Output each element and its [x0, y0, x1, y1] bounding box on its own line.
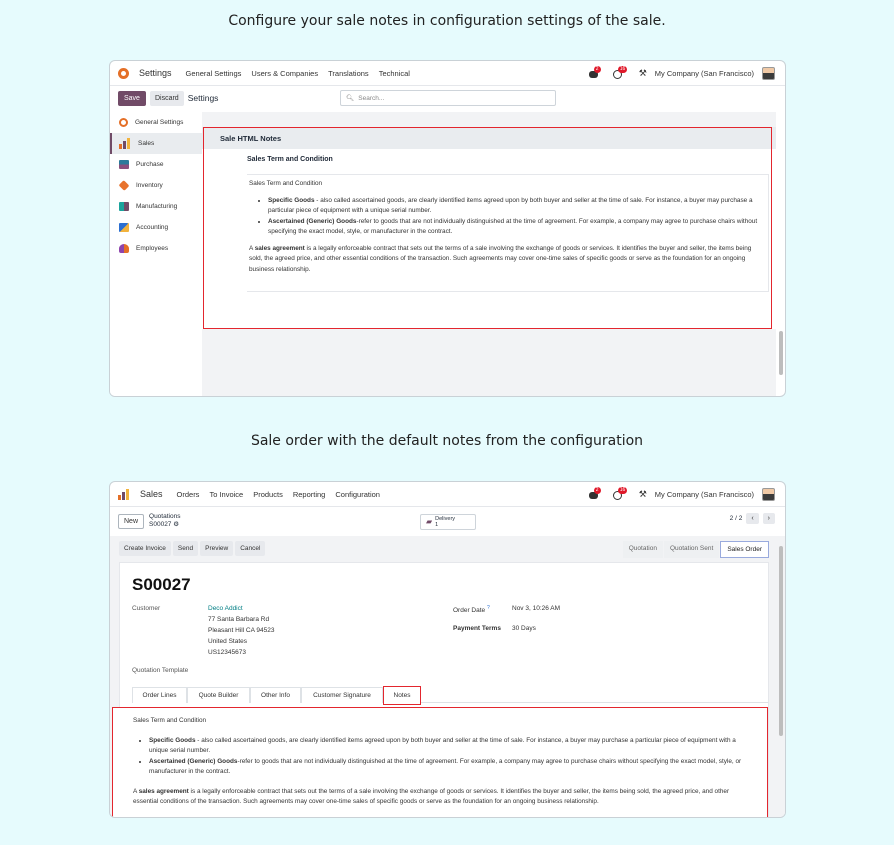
field-label: Sales Term and Condition	[247, 156, 333, 163]
payment-terms-value[interactable]: 30 Days	[512, 625, 536, 632]
sidebar-item-label: Manufacturing	[136, 203, 178, 210]
company-switcher[interactable]: My Company (San Francisco)	[654, 490, 754, 499]
status-bar	[623, 541, 769, 558]
app-name[interactable]: Settings	[139, 68, 172, 78]
sidebar-item-employees[interactable]	[110, 238, 202, 259]
employees-app-icon	[119, 244, 129, 253]
control-panel	[110, 86, 785, 110]
purchase-app-icon	[119, 160, 129, 169]
gear-icon[interactable]: ⚙	[173, 521, 180, 528]
address-line: 77 Santa Barbara Rd	[208, 616, 270, 623]
sales-app-icon	[119, 138, 131, 149]
stage-quotation-sent[interactable]: Quotation Sent	[664, 541, 719, 558]
notebook-tabs	[132, 687, 768, 703]
sidebar-item-label: Accounting	[136, 224, 169, 231]
manufacturing-app-icon	[119, 202, 129, 211]
note-bullet: • Ascertained (Generic) Goods-refer to goods that are not individually distinguished at the time of agreement. For example, a company may agree to purchase chairs without specifying the exact model, style, or manufacturer in the contract.	[149, 757, 747, 778]
activity-badge: 16	[619, 486, 626, 493]
address-line: United States	[208, 638, 248, 645]
sidebar-item-accounting[interactable]	[110, 217, 202, 238]
record-title: S00027	[132, 575, 191, 594]
control-panel	[110, 507, 785, 535]
settings-sidebar	[110, 112, 202, 396]
chat-badge: 2	[595, 486, 599, 493]
note-paragraph: A sales agreement is a legally enforceable contract that sets out the terms of a sale involving the exchange of goods or services. It identifies the buyer and seller, the items being sold, the agreed price, and other essential conditions of the transaction. Such agreements may cover one-time sales of specific goods or serve as the foundation for an ongoing business relationship.	[249, 244, 752, 273]
menu-to-invoice[interactable]: To Invoice	[209, 489, 244, 499]
customer-label: Customer	[132, 605, 161, 612]
app-name[interactable]: Sales	[140, 489, 163, 499]
preview-button[interactable]: Preview	[200, 541, 233, 556]
stage-sales-order[interactable]: Sales Order	[720, 541, 769, 558]
menu-translations[interactable]: Translations	[328, 68, 369, 78]
payment-terms-label: Payment Terms	[453, 625, 501, 632]
top-caption: Configure your sale notes in configuration settings of the sale.	[228, 13, 666, 29]
customer-link[interactable]: Deco Addict	[208, 605, 243, 612]
note-heading: Sales Term and Condition	[133, 717, 207, 724]
tab-customer-signature[interactable]: Customer Signature	[301, 687, 383, 703]
address-line: US12345673	[208, 649, 246, 656]
sidebar-item-manufacturing[interactable]	[110, 196, 202, 217]
chat-icon[interactable]	[589, 65, 599, 79]
note-bullet: • Specific Goods - also called ascertained goods, are clearly identified items agreed upon by both buyer and seller at the time of sale. For instance, a buyer may purchase a particular piece of equipment with a unique serial number.	[149, 736, 747, 757]
chat-badge: 2	[595, 65, 599, 72]
menu-users-companies[interactable]: Users & Companies	[251, 68, 319, 78]
sidebar-item-label: Inventory	[136, 182, 163, 189]
cancel-button[interactable]: Cancel	[235, 541, 265, 556]
sale-order-screenshot	[109, 481, 786, 818]
search-placeholder: Search...	[358, 94, 385, 102]
highlight-box	[203, 127, 772, 329]
company-switcher[interactable]: My Company (San Francisco)	[654, 69, 754, 78]
stage-quotation[interactable]: Quotation	[623, 541, 663, 558]
avatar[interactable]	[762, 67, 775, 80]
highlight-box	[112, 707, 768, 818]
settings-screenshot	[109, 60, 786, 397]
odoo-logo-icon	[119, 118, 128, 127]
order-date-label: Order Date ?	[453, 605, 490, 615]
menu-orders[interactable]: Orders	[176, 489, 200, 499]
search-icon: 🔍︎	[346, 95, 355, 102]
sidebar-item-label: Sales	[138, 140, 155, 147]
settings-topbar	[110, 61, 785, 86]
tab-other-info[interactable]: Other Info	[250, 687, 301, 703]
address-line: Pleasant Hill CA 94523	[208, 627, 275, 634]
sidebar-item-purchase[interactable]	[110, 154, 202, 175]
form-area	[110, 536, 785, 817]
sidebar-item-sales[interactable]	[110, 133, 202, 154]
tab-quote-builder[interactable]: Quote Builder	[187, 687, 250, 703]
discard-button[interactable]: Discard	[150, 91, 184, 106]
breadcrumb-current: S00027	[149, 521, 172, 528]
pager-previous-button[interactable]: ‹	[746, 513, 758, 524]
sidebar-item-general-settings[interactable]	[110, 112, 202, 133]
help-icon[interactable]: ?	[486, 605, 490, 611]
settings-content	[202, 112, 776, 396]
sidebar-item-label: Employees	[136, 245, 169, 252]
notes-html-content[interactable]	[113, 708, 767, 808]
pager-next-button[interactable]: ›	[763, 513, 775, 524]
breadcrumb: Settings	[187, 93, 219, 103]
tab-notes[interactable]: Notes	[383, 686, 421, 705]
activity-icon[interactable]	[613, 65, 626, 79]
save-button[interactable]: Save	[118, 91, 146, 106]
truck-icon: ▰	[426, 517, 433, 526]
search-input[interactable]	[340, 90, 556, 106]
new-button[interactable]: New	[118, 514, 144, 529]
note-bullet: • Ascertained (Generic) Goods-refer to goods that are not individually distinguished at the time of agreement. For example, a company may agree to purchase chairs without specifying the exact model, style, or manufacturer in the contract.	[268, 217, 766, 238]
menu-general-settings[interactable]: General Settings	[185, 68, 242, 78]
sidebar-item-label: General Settings	[135, 119, 184, 126]
avatar[interactable]	[762, 488, 775, 501]
quotation-template-label: Quotation Template	[132, 667, 189, 674]
inventory-app-icon	[119, 180, 130, 191]
scrollbar[interactable]	[779, 331, 783, 375]
tab-order-lines[interactable]: Order Lines	[132, 687, 187, 703]
debug-tools-icon[interactable]: ⚒	[638, 489, 647, 499]
send-button[interactable]: Send	[173, 541, 198, 556]
accounting-app-icon	[119, 223, 129, 232]
menu-products[interactable]: Products	[253, 489, 283, 499]
section-title: Sale HTML Notes	[202, 127, 776, 149]
delivery-count: 1	[435, 522, 439, 528]
activity-icon[interactable]	[613, 486, 626, 500]
note-bullet: • Specific Goods - also called ascertained goods, are clearly identified items agreed upon by both buyer and seller at the time of sale. For instance, a buyer may purchase a particular piece of equipment with a unique serial number.	[268, 196, 766, 217]
create-invoice-button[interactable]: Create Invoice	[119, 541, 171, 556]
debug-tools-icon[interactable]: ⚒	[638, 68, 647, 78]
action-bar	[119, 541, 265, 556]
sidebar-item-inventory[interactable]	[110, 175, 202, 196]
bottom-caption: Sale order with the default notes from the configuration	[250, 433, 644, 449]
breadcrumb	[149, 513, 180, 529]
pager: 2 / 2	[729, 515, 743, 522]
activity-badge: 16	[619, 65, 626, 72]
note-heading: Sales Term and Condition	[249, 180, 323, 187]
delivery-label: Delivery	[435, 516, 456, 522]
sidebar-item-label: Purchase	[136, 161, 164, 168]
menu-technical[interactable]: Technical	[378, 68, 410, 78]
order-date-value[interactable]: Nov 3, 10:26 AM	[512, 605, 561, 612]
note-paragraph: A sales agreement is a legally enforceable contract that sets out the terms of a sale involving the exchange of goods or services. It identifies the buyer and seller, the items being sold, the agreed price, and other essential conditions of the transaction. Such agreements may cover one-time sales of specific goods or serve as the foundation for an ongoing business relationship.	[133, 787, 730, 805]
chat-icon[interactable]	[589, 486, 599, 500]
sales-app-icon[interactable]	[118, 489, 130, 500]
menu-reporting[interactable]: Reporting	[292, 489, 326, 499]
breadcrumb-parent[interactable]: Quotations	[149, 513, 181, 520]
delivery-smart-button[interactable]	[420, 514, 476, 530]
sales-topbar	[110, 482, 785, 507]
customer-field	[208, 603, 275, 658]
odoo-logo-icon[interactable]	[118, 68, 129, 79]
scrollbar[interactable]	[779, 546, 783, 736]
menu-configuration[interactable]: Configuration	[335, 489, 380, 499]
